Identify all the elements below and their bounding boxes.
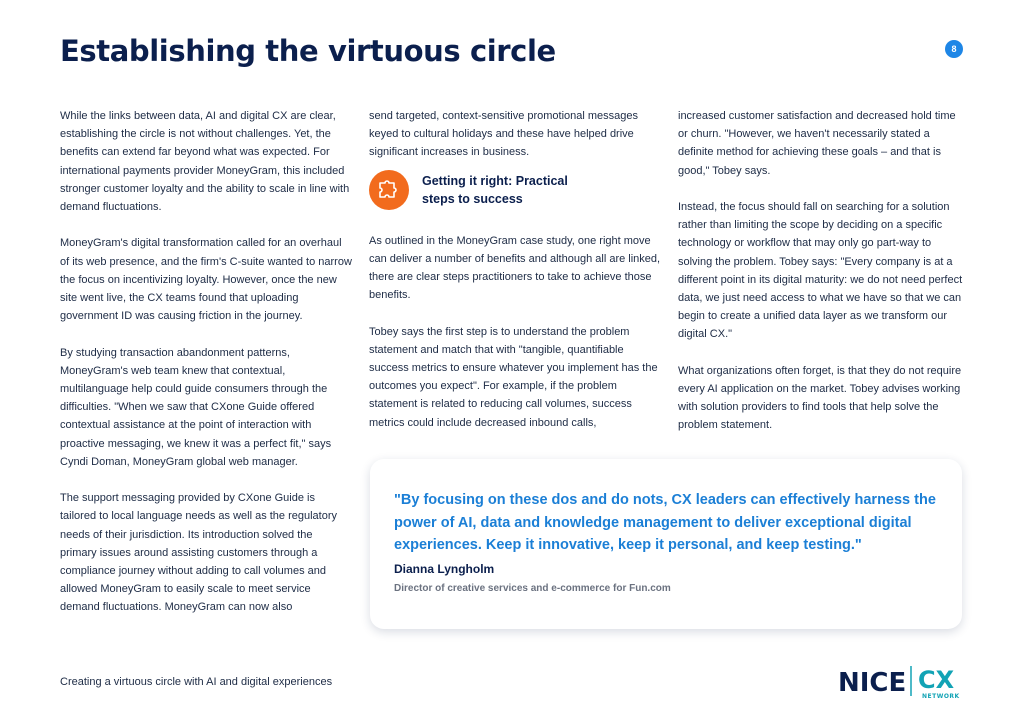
logo-product: CX bbox=[918, 666, 955, 694]
callout-heading bbox=[422, 172, 568, 208]
page-title: Establishing the virtuous circle bbox=[60, 34, 556, 68]
paragraph: Tobey says the first step is to understand the problem statement and match that with "tangible, quantifiable success metrics to ensure whatever you implement has the outcomes you expect". For example, if the problem statement is related to reducing call volumes, success metrics could include decreased inbound calls, bbox=[369, 325, 658, 429]
callout-heading-line: Getting it right: Practical bbox=[422, 173, 568, 188]
nice-cx-network-logo bbox=[838, 660, 963, 700]
logo-brand: NICE bbox=[838, 668, 907, 698]
paragraph: Instead, the focus should fall on searching for a solution rather than limiting the scope by deciding on a specific technology or workflow that may only go part-way to solving the problem. Tobey says: "Every company is at a different point in its digital maturity: we do not need perfect data, we just need access to what we have so that we can begin to create a unified data layer as we transform our digital CX." bbox=[678, 201, 963, 341]
paragraph: As outlined in the MoneyGram case study, one right move can deliver a number of benefits and although all are linked, there are clear steps practitioners to take to achieve those benefits. bbox=[369, 234, 661, 302]
quote-author: Dianna Lyngholm bbox=[394, 562, 495, 576]
paragraph: The support messaging provided by CXone Guide is tailored to local language needs as well as the regulatory needs of their jurisdiction. Its introduction solved the primary issues around assisting customers through a compliance journey without adding to call volumes and allowed MoneyGram to easily scale to meet service demand fluctuations. MoneyGram can now also bbox=[60, 492, 338, 614]
section-callout bbox=[369, 170, 661, 210]
puzzle-icon bbox=[369, 170, 409, 210]
quote-author-role: Director of creative services and e-commerce for Fun.com bbox=[394, 583, 671, 594]
paragraph: send targeted, context-sensitive promotional messages keyed to cultural holidays and these have helped drive significant increases in business. bbox=[369, 110, 639, 159]
column-1 bbox=[60, 107, 352, 635]
column-3 bbox=[678, 107, 968, 453]
paragraph: By studying transaction abandonment patterns, MoneyGram's web team knew that contextual, multilanguage help could guide consumers through the difficulties. "When we saw that CXone Guide offered contextual assistance at the point of interaction with proactive messaging, we knew it was a perfect fit," says Cyndi Doman, MoneyGram global web manager. bbox=[60, 346, 332, 468]
column-2 bbox=[369, 107, 661, 450]
paragraph: increased customer satisfaction and decreased hold time or churn. "However, we haven't necessarily stated a definite method for achieving these goals – and that is good," Tobey says. bbox=[678, 110, 956, 177]
paragraph: MoneyGram's digital transformation called for an overhaul of its web presence, and the firm's C-suite wanted to narrow the focus on incentivizing loyalty. However, once the new site went live, the CX teams found that uploading government ID was causing friction in the journey. bbox=[60, 237, 352, 323]
pull-quote bbox=[370, 459, 962, 629]
footer-text: Creating a virtuous circle with AI and digital experiences bbox=[60, 676, 333, 688]
logo-sub: NETWORK bbox=[922, 693, 960, 700]
quote-text: "By focusing on these dos and do nots, CX leaders can effectively harness the power of AI, data and knowledge management to deliver exceptional digital experiences. Keep it innovative, keep it personal, and keep testing." bbox=[394, 492, 936, 553]
callout-heading-line: steps to success bbox=[422, 191, 523, 206]
paragraph: While the links between data, AI and digital CX are clear, establishing the circle is not without challenges. Yet, the benefits can extend far beyond what was expected. For international payments provider MoneyGram, this included stronger customer loyalty and the ability to scale in line with demand fluctuations. bbox=[60, 110, 350, 214]
paragraph: What organizations often forget, is that they do not require every AI application on the market. Tobey advises working with solution providers to find tools that help solve the problem statement. bbox=[678, 364, 962, 432]
page-number-badge: 8 bbox=[945, 40, 963, 58]
